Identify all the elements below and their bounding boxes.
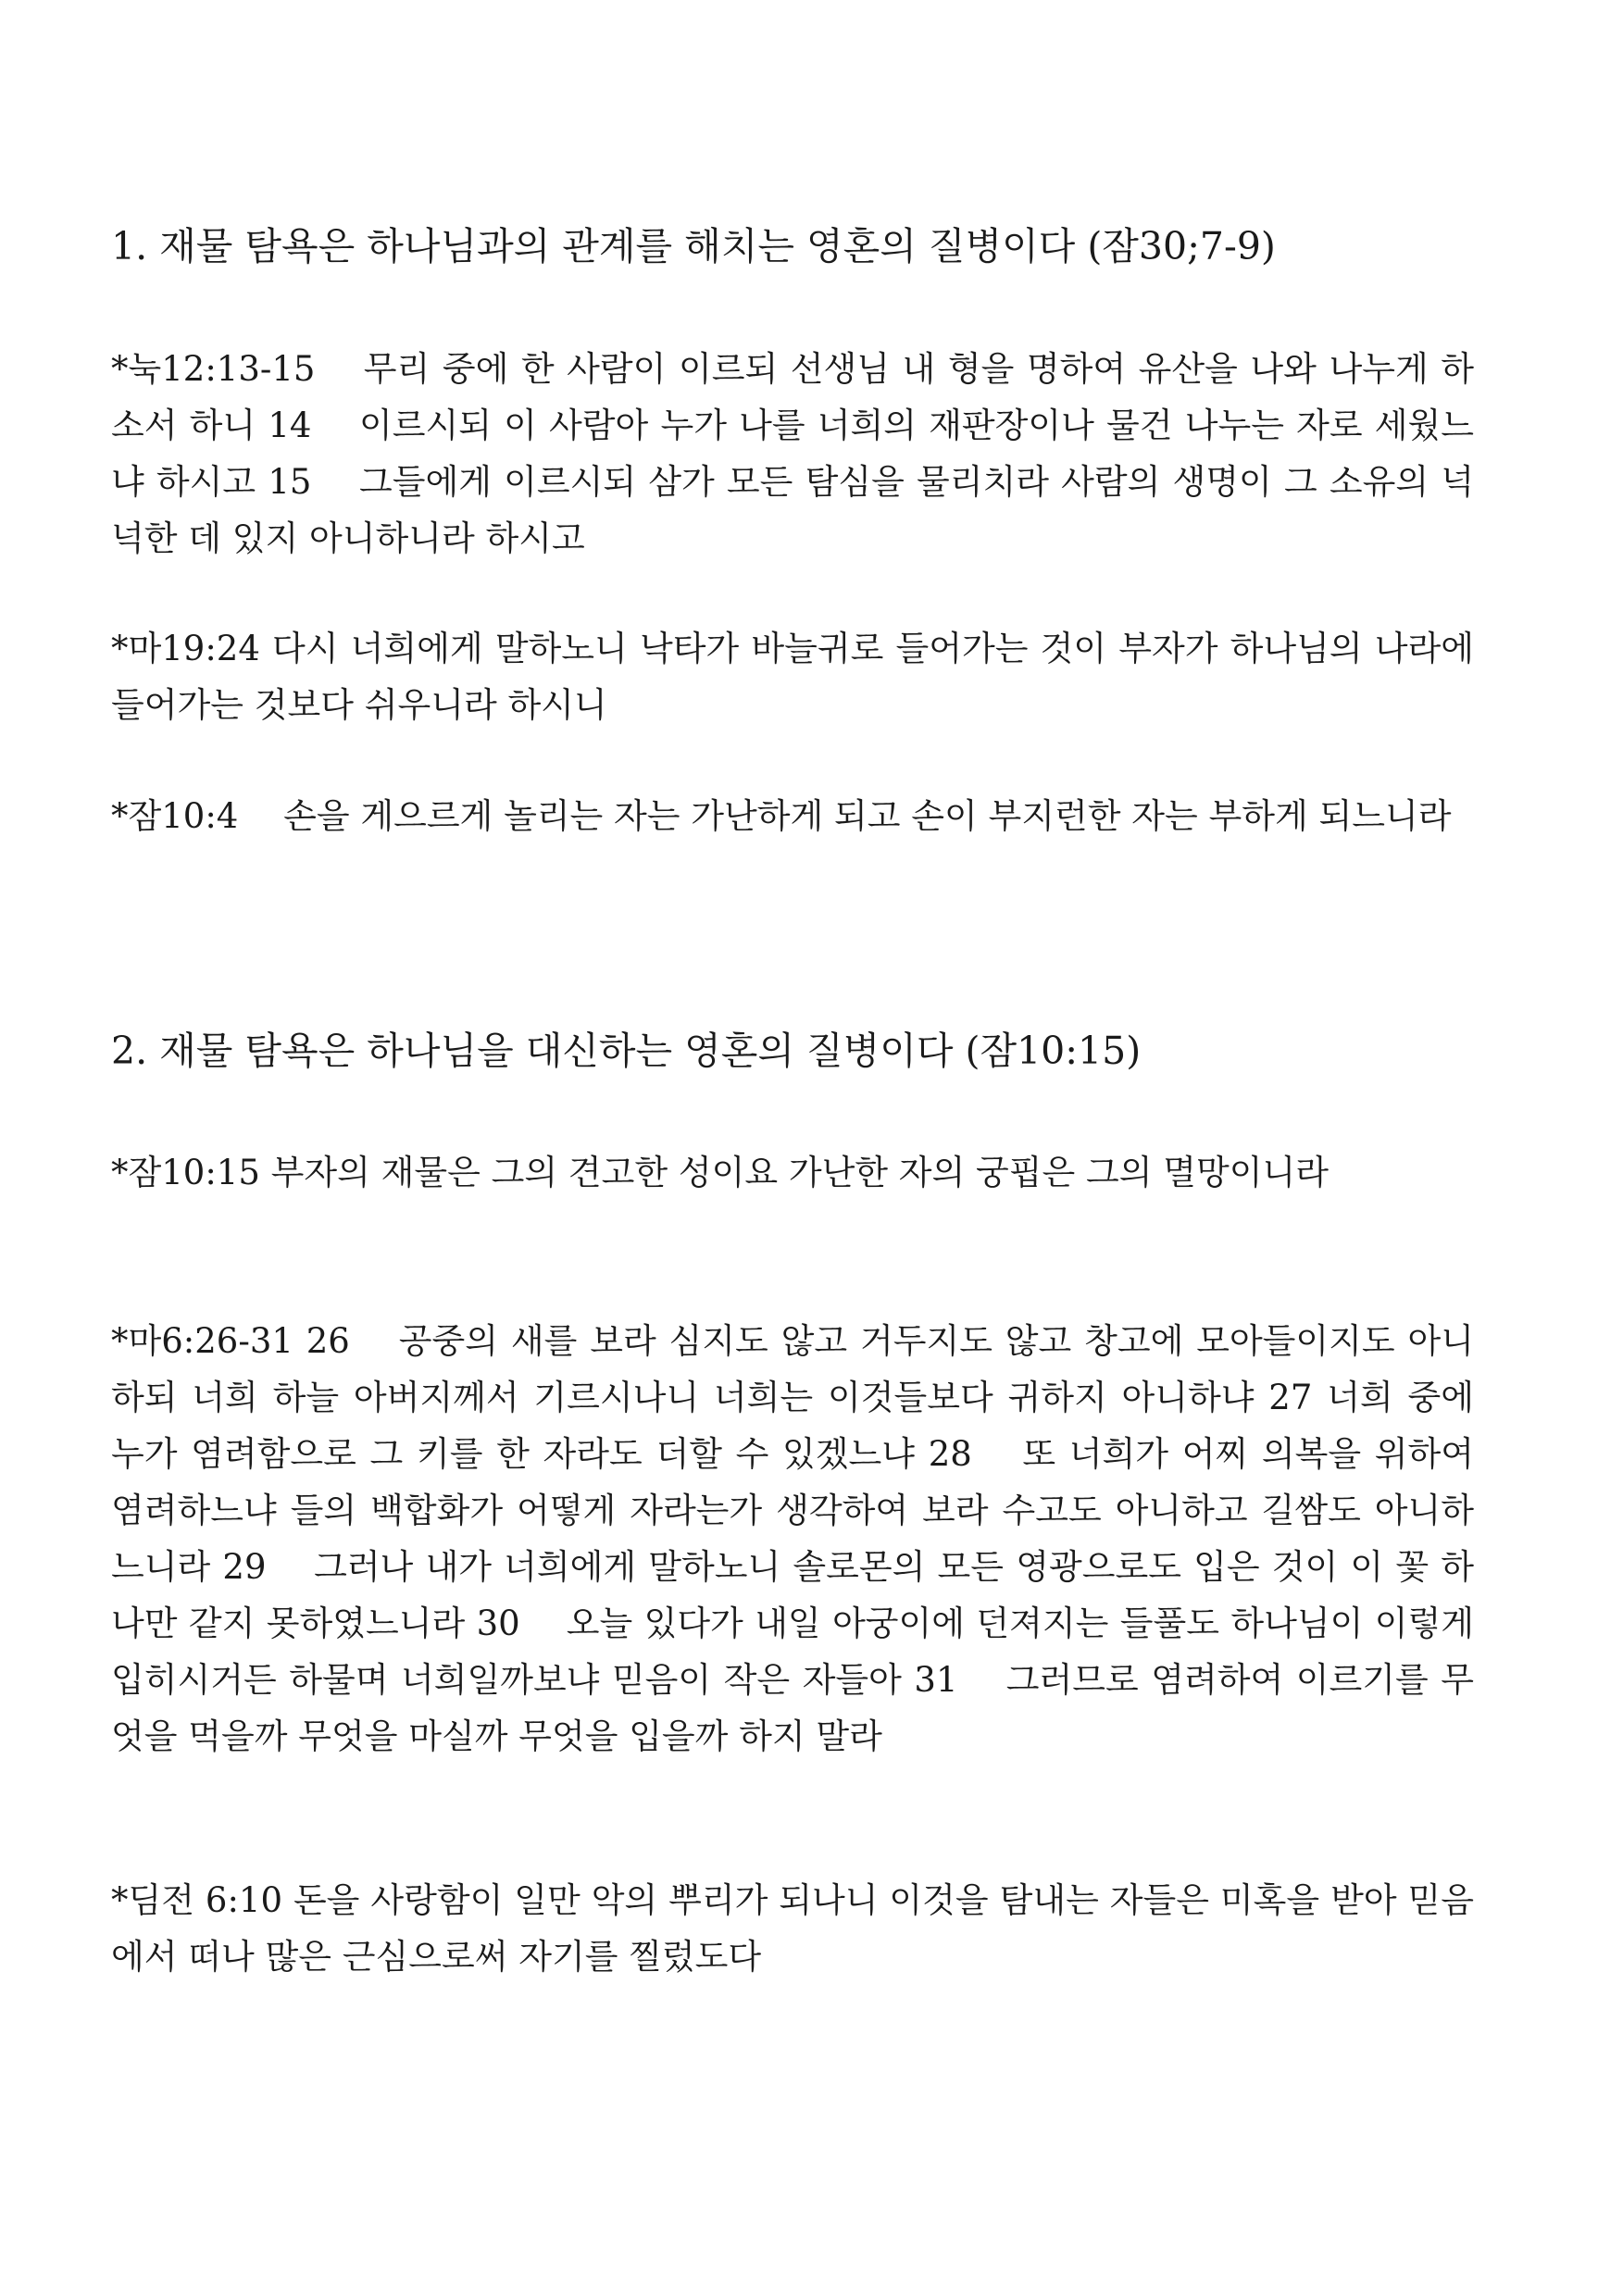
verse-proverbs-10-15: *잠10:15 부자의 재물은 그의 견고한 성이요 가난한 자의 궁핍은 그의 멸망이니라 xyxy=(111,1153,1329,1192)
verse-proverbs-10-4: *잠10:4 손을 게으르게 놀리는 자는 가난하게 되고 손이 부지런한 자는 부하게 되느니라 xyxy=(111,796,1452,836)
verse-1-timothy-6-10: *딤전 6:10 돈을 사랑함이 일만 악의 뿌리가 되나니 이것을 탐내는 자들은 미혹을 받아 믿음에서 떠나 많은 근심으로써 자기를 찔렀도다 xyxy=(111,1880,1474,1977)
section-heading-1: 1. 재물 탐욕은 하나님과의 관계를 해치는 영혼의 질병이다 (잠30;7-9) xyxy=(111,224,1276,268)
section-heading-2: 2. 재물 탐욕은 하나님을 대신하는 영혼의 질병이다 (잠10:15) xyxy=(111,1029,1142,1073)
verse-luke-12-13-15: *눅12:13-15 무리 중에 한 사람이 이르되 선생님 내 형을 명하여 유산을 나와 나누게 하소서 하니 14 이르시되 이 사람아 누가 나를 너희의 재판장이나 물건 나누는 자로 세웠느냐 하시고 15 그들에게 이르시되 삼가 모든 탐심을 물리치라 사람의 생명이 그 소유의 넉넉한 데 있지 아니하니라 하시고 xyxy=(111,349,1474,558)
verse-matthew-19-24: *마19:24 다시 너희에게 말하노니 낙타가 바늘귀로 들어가는 것이 부자가 하나님의 나라에 들어가는 것보다 쉬우니라 하시니 xyxy=(111,629,1474,725)
verse-matthew-6-26-31: *마6:26-31 26 공중의 새를 보라 심지도 않고 거두지도 않고 창고에 모아들이지도 아니하되 너희 하늘 아버지께서 기르시나니 너희는 이것들보다 귀하지 아니하냐 27 너희 중에 누가 염려함으로 그 키를 한 자라도 더할 수 있겠느냐 28 또 너희가 어찌 의복을 위하여 염려하느냐 들의 백합화가 어떻게 자라는가 생각하여 보라 수고도 아니하고 길쌈도 아니하느니라 29 그러나 내가 너희에게 말하노니 솔로몬의 모든 영광으로도 입은 것이 이 꽃 하나만 같지 못하였느니라 30 오늘 있다가 내일 아궁이에 던져지는 들풀도 하나님이 이렇게 입히시거든 하물며 너희일까보냐 믿음이 작은 자들아 31 그러므로 염려하여 이르기를 무엇을 먹을까 무엇을 마실까 무엇을 입을까 하지 말라 xyxy=(111,1321,1474,1756)
